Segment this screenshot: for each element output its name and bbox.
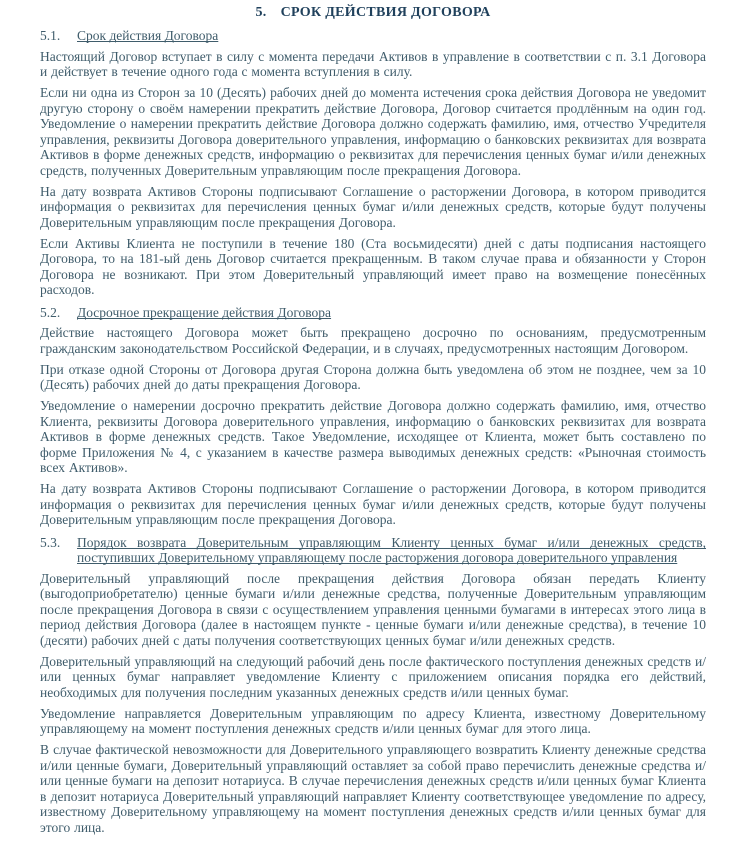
paragraph-5-2-4: На дату возврата Активов Стороны подписывают Соглашение о расторжении Договора, в котором приводится информация о реквизитах для перечисления ценных бумаг и/или денежных средств, которые будут получены Доверительным управляющим после прекращения Договора. (40, 481, 706, 528)
section-heading-5-3 (40, 535, 706, 566)
section-heading-5-1 (40, 28, 706, 44)
paragraph-5-1-4: Если Активы Клиента не поступили в течение 180 (Ста восьмидесяти) дней с даты подписания настоящего Договора, то на 181-ый день Договор считается прекращенным. В таком случае права и обязанности у Сторон Договора не возникают. При этом Доверительный управляющий имеет право на возмещение понесённых расходов. (40, 235, 706, 298)
paragraph-5-1-3: На дату возврата Активов Стороны подписывают Соглашение о расторжении Договора, в котором приводится информация о реквизитах для перечисления ценных бумаг и/или денежных средств, которые будут получены Доверительным управляющим после прекращения Договора. (40, 183, 706, 230)
section-title-5-1: Срок действия Договора (77, 28, 219, 43)
document-title-text: СРОК ДЕЙСТВИЯ ДОГОВОРА (280, 5, 491, 20)
paragraph-5-3-2: Доверительный управляющий на следующий рабочий день после фактического поступления денежных средств и/или ценных бумаг направляет уведомление Клиенту с приложением описания порядка его действий, необходимых для получения последним указанных денежных средств и/или ценных бумаг. (40, 653, 706, 700)
paragraph-5-3-4: В случае фактической невозможности для Доверительного управляющего возвратить Клиенту денежные средства и/или ценные бумаги, Доверительный управляющий оставляет за собой право перечислить денежные средства и/или ценные бумаги на депозит нотариуса. В случае перечисления денежных средств и/или ценных бумаг Клиента в депозит нотариуса Доверительный управляющий направляет Клиенту соответствующее уведомление по адресу, известному Доверительному управляющему на момент поступления денежных средств и/или ценных бумаг для этого лица. (40, 742, 706, 835)
section-heading-5-2 (40, 305, 706, 321)
section-number-5-1: 5.1. (40, 28, 61, 43)
section-title-5-3: Порядок возврата Доверительным управляющим Клиенту ценных бумаг и/или денежных средств, поступивших Доверительному управляющему после расторжения договора доверительного управления (77, 534, 706, 566)
paragraph-5-2-2: При отказе одной Стороны от Договора другая Сторона должна быть уведомлена об этом не позднее, чем за 10 (Десять) рабочих дней до даты прекращения Договора. (40, 361, 706, 393)
section-title-5-2: Досрочное прекращение действия Договора (77, 304, 332, 320)
paragraph-5-3-1: Доверительный управляющий после прекращения действия Договора обязан передать Клиенту (выгодоприобретателю) ценные бумаги и/или денежные средства, полученные Доверительным управляющим после прекращения Договора в связи с осуществлением управления ценными бумагами в интересах этого лица в период действия Договора (далее в настоящем пункте - ценные бумаги и/или денежные средства), в течение 10 (десяти) рабочих дней с даты получения соответствующих ценных бумаг и/или денежных средств. (40, 570, 706, 648)
section-number-5-3: 5.3. (40, 534, 61, 550)
document-title-number: 5. (255, 5, 267, 20)
paragraph-5-2-1: Действие настоящего Договора может быть прекращено досрочно по основаниям, предусмотренным гражданским законодательством Российской Федерации, и в случаях, предусмотренных настоящим Договором. (40, 325, 706, 356)
document-title (40, 5, 706, 21)
paragraph-5-1-1: Настоящий Договор вступает в силу с момента передачи Активов в управление в соответствии с п. 3.1 Договора и действует в течение одного года с момента вступления в силу. (40, 48, 706, 80)
paragraph-5-3-3: Уведомление направляется Доверительным управляющим по адресу Клиента, известному Доверительному управляющему на момент поступления денежных средств и/или ценных бумаг для этого лица. (40, 705, 706, 737)
paragraph-5-1-2: Если ни одна из Сторон за 10 (Десять) рабочих дней до момента истечения срока действия Договора не уведомит другую сторону о своём намерении прекратить действие Договора, Договор считается продлённым на один год. Уведомление о намерении прекратить действие Договора должно содержать фамилию, имя, отчество Учредителя управления, реквизиты Договора доверительного управления, информацию о банковских реквизитах для возврата Активов в форме денежных средств, информацию о реквизитах для перечисления ценных бумаг и/или денежных средств, полученных Доверительным управляющим после прекращения Договора. (40, 85, 706, 178)
paragraph-5-2-3: Уведомление о намерении досрочно прекратить действие Договора должно содержать фамилию, имя, отчество Клиента, реквизиты Договора доверительного управления, информацию о банковских реквизитах для возврата Активов в форме денежных средств. Такое Уведомление, исходящее от Клиента, может быть составлено по форме Приложения № 4, с указанием в качестве размера выводимых денежных средств: «Рыночная стоимость всех Активов». (40, 398, 706, 476)
section-number-5-2: 5.2. (40, 304, 61, 320)
